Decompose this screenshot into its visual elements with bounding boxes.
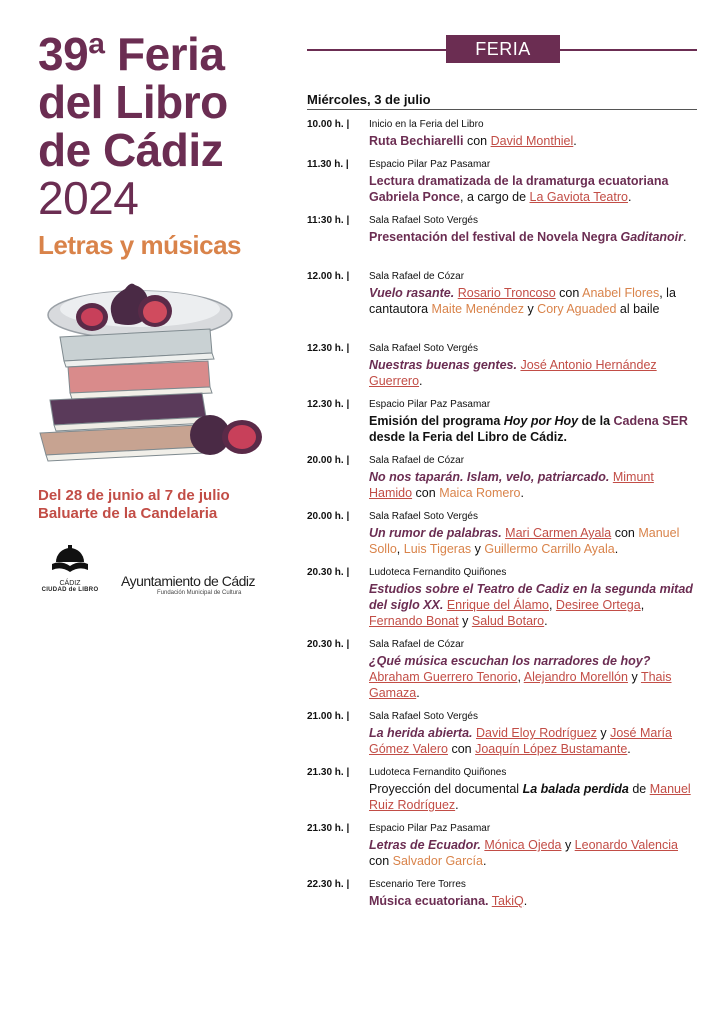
title-year: 2024	[38, 172, 139, 224]
radio-name: Cadena SER	[613, 414, 688, 428]
ayuntamiento-logo	[121, 573, 255, 596]
person-name: Manuel Sollo	[369, 526, 680, 556]
event-item	[307, 342, 699, 398]
event-item	[307, 214, 699, 270]
event-description: No nos taparán. Islam, velo, patriarcado. Mimunt Hamido con Maica Romero.	[369, 470, 654, 500]
event-time: 20.00 h. |	[307, 455, 350, 466]
person-name: Cory Aguaded	[537, 302, 617, 316]
day-divider	[307, 109, 697, 110]
person-name: Luis Tigeras	[403, 542, 472, 556]
event-venue: Espacio Pilar Paz Pasamar	[369, 823, 491, 834]
event-description: ¿Qué música escuchan los narradores de hoy? Abraham Guerrero Tenorio, Alejandro Morellón y Thais Gamaza.	[369, 654, 672, 700]
event-time: 11.30 h. |	[307, 159, 349, 170]
fair-title	[38, 30, 228, 222]
person-link[interactable]: David Eloy Rodríguez	[476, 726, 597, 740]
event-title: Lectura dramatizada de la dramaturga ecuatoriana Gabriela Ponce	[369, 174, 669, 204]
fair-dates	[38, 487, 230, 523]
event-venue: Sala Rafael Soto Vergés	[369, 343, 478, 354]
event-description: Música ecuatoriana. TakiQ.	[369, 894, 528, 908]
event-description: Un rumor de palabras. Mari Carmen Ayala con Manuel Sollo, Luis Tigeras y Guillermo Carrillo Ayala.	[369, 526, 680, 556]
person-link[interactable]: Enrique del Álamo	[446, 598, 549, 612]
event-title: Ruta Bechiarelli	[369, 134, 464, 148]
company-link[interactable]: La Gaviota Teatro	[529, 190, 628, 204]
poster-panel	[0, 0, 290, 1024]
event-venue: Sala Rafael de Cózar	[369, 271, 465, 282]
person-link[interactable]: Abraham Guerrero Tenorio	[369, 670, 518, 684]
event-title: Letras de Ecuador.	[369, 838, 481, 852]
person-link[interactable]: Leonardo Valencia	[574, 838, 678, 852]
event-item	[307, 878, 699, 918]
title-line: 39ª Feria	[38, 28, 225, 80]
section-badge: FERIA	[446, 35, 560, 63]
person-name: Guillermo Carrillo Ayala	[484, 542, 615, 556]
event-title: No nos taparán. Islam, velo, patriarcado.	[369, 470, 610, 484]
ayuntamiento-sub: Fundación Municipal de Cultura	[157, 590, 242, 596]
person-link[interactable]: Mimunt Hamido	[369, 470, 654, 500]
person-link[interactable]: Desiree Ortega	[555, 598, 641, 612]
event-list	[307, 118, 699, 918]
event-title: Vuelo rasante.	[369, 286, 455, 300]
event-item	[307, 710, 699, 766]
band-link[interactable]: TakiQ	[491, 894, 524, 908]
event-venue: Espacio Pilar Paz Pasamar	[369, 399, 491, 410]
event-item	[307, 118, 699, 158]
event-item	[307, 822, 699, 878]
event-description: Presentación del festival de Novela Negra Gaditanoir.	[369, 230, 687, 244]
event-description: Letras de Ecuador. Mónica Ojeda y Leonardo Valencia con Salvador García.	[369, 838, 678, 868]
event-venue: Inicio en la Feria del Libro	[369, 119, 484, 130]
event-time: 21.30 h. |	[307, 767, 350, 778]
documentary-title: La balada perdida	[522, 782, 629, 796]
dates-line: Del 28 de junio al 7 de julio	[38, 487, 230, 504]
venue-line: Baluarte de la Candelaria	[38, 505, 218, 522]
event-time: 20.30 h. |	[307, 639, 350, 650]
person-link[interactable]: Thais Gamaza	[369, 670, 672, 700]
event-time: 12.30 h. |	[307, 343, 350, 354]
title-line: del Libro	[38, 76, 228, 128]
event-description: Lectura dramatizada de la dramaturga ecuatoriana Gabriela Ponce, a cargo de La Gaviota Teatro.	[369, 174, 669, 204]
person-name: Maica Romero	[439, 486, 521, 500]
event-description: Nuestras buenas gentes. José Antonio Hernández Guerrero.	[369, 358, 657, 388]
event-item	[307, 766, 699, 822]
person-link[interactable]: José Antonio Hernández Guerrero	[369, 358, 657, 388]
event-description: Ruta Bechiarelli con David Monthiel.	[369, 134, 577, 148]
event-item	[307, 270, 699, 342]
event-venue: Sala Rafael de Cózar	[369, 455, 465, 466]
person-link[interactable]: José María Gómez Valero	[369, 726, 672, 756]
event-item	[307, 638, 699, 710]
event-venue: Espacio Pilar Paz Pasamar	[369, 159, 491, 170]
event-time: 21.00 h. |	[307, 711, 350, 722]
event-venue: Sala Rafael de Cózar	[369, 639, 465, 650]
books-and-figs-illustration	[30, 275, 270, 465]
person-link[interactable]: Mónica Ojeda	[484, 838, 562, 852]
event-time: 12.30 h. |	[307, 399, 350, 410]
event-item	[307, 510, 699, 566]
day-heading: Miércoles, 3 de julio	[307, 92, 431, 107]
person-link[interactable]: Fernando Bonat	[369, 614, 459, 628]
fair-subtitle: Letras y músicas	[38, 230, 242, 260]
event-venue: Sala Rafael Soto Vergés	[369, 711, 478, 722]
event-description: Proyección del documental La balada perdida de Manuel Ruiz Rodríguez.	[369, 782, 691, 812]
title-line: de Cádiz	[38, 124, 224, 176]
event-title: ¿Qué música escuchan los narradores de hoy?	[369, 654, 651, 668]
event-item	[307, 566, 699, 638]
person-name: Maite Menéndez	[431, 302, 524, 316]
person-link[interactable]: Salud Botaro	[471, 614, 545, 628]
event-description: Emisión del programa Hoy por Hoy de la Cadena SER desde la Feria del Libro de Cádiz.	[369, 414, 688, 444]
event-time: 12.00 h. |	[307, 271, 350, 282]
event-description: Estudios sobre el Teatro de Cadiz en la segunda mitad del siglo XX. Enrique del Álamo, Desiree Ortega, Fernando Bonat y Salud Botaro.	[369, 582, 693, 628]
event-description: La herida abierta. David Eloy Rodríguez y José María Gómez Valero con Joaquín López Bustamante.	[369, 726, 672, 756]
event-title: Un rumor de palabras.	[369, 526, 502, 540]
event-time: 10.00 h. |	[307, 119, 350, 130]
person-name: Anabel Flores	[582, 286, 660, 300]
event-time: 20.00 h. |	[307, 511, 350, 522]
logo-text-ciudad: CIUDAD de LIBRO	[41, 587, 99, 593]
person-link[interactable]: Joaquín López Bustamante	[475, 742, 628, 756]
ayuntamiento-name: Ayuntamiento de Cádiz	[121, 573, 255, 589]
event-venue: Sala Rafael Soto Vergés	[369, 215, 478, 226]
event-description: Vuelo rasante. Rosario Troncoso con Anabel Flores, la cantautora Maite Menéndez y Cory Aguaded al baile	[369, 286, 676, 316]
event-title: Música ecuatoriana.	[369, 894, 489, 908]
event-time: 20.30 h. |	[307, 567, 350, 578]
event-title: Presentación del festival de Novela Negra	[369, 230, 621, 244]
event-title: La herida abierta.	[369, 726, 473, 740]
book-dome-icon	[50, 544, 90, 574]
person-link[interactable]: Mari Carmen Ayala	[505, 526, 612, 540]
person-name: Salvador García	[392, 854, 483, 868]
event-time: 22.30 h. |	[307, 879, 350, 890]
event-venue: Ludoteca Fernandito Quiñones	[369, 567, 507, 578]
event-venue: Sala Rafael Soto Vergés	[369, 511, 478, 522]
event-time: 11:30 h. |	[307, 215, 350, 226]
event-venue: Escenario Tere Torres	[369, 879, 466, 890]
person-link[interactable]: Alejandro Morellón	[523, 670, 628, 684]
person-link[interactable]: David Monthiel	[490, 134, 574, 148]
event-title: Estudios sobre el Teatro de Cadiz en la segunda mitad del siglo XX.	[369, 582, 693, 612]
person-link[interactable]: Rosario Troncoso	[457, 286, 556, 300]
event-venue: Ludoteca Fernandito Quiñones	[369, 767, 507, 778]
event-time: 21.30 h. |	[307, 823, 350, 834]
event-item	[307, 158, 699, 214]
program-name: Hoy por Hoy	[503, 414, 579, 428]
event-title: Nuestras buenas gentes.	[369, 358, 517, 372]
event-item	[307, 398, 699, 454]
person-link[interactable]: Manuel Ruiz Rodríguez	[369, 782, 691, 812]
event-item	[307, 454, 699, 510]
festival-name: Gaditanoir	[620, 230, 684, 244]
logo-text-cadiz: CÁDIZ	[59, 580, 81, 587]
cadiz-ciudad-de-libro-logo	[38, 544, 102, 593]
